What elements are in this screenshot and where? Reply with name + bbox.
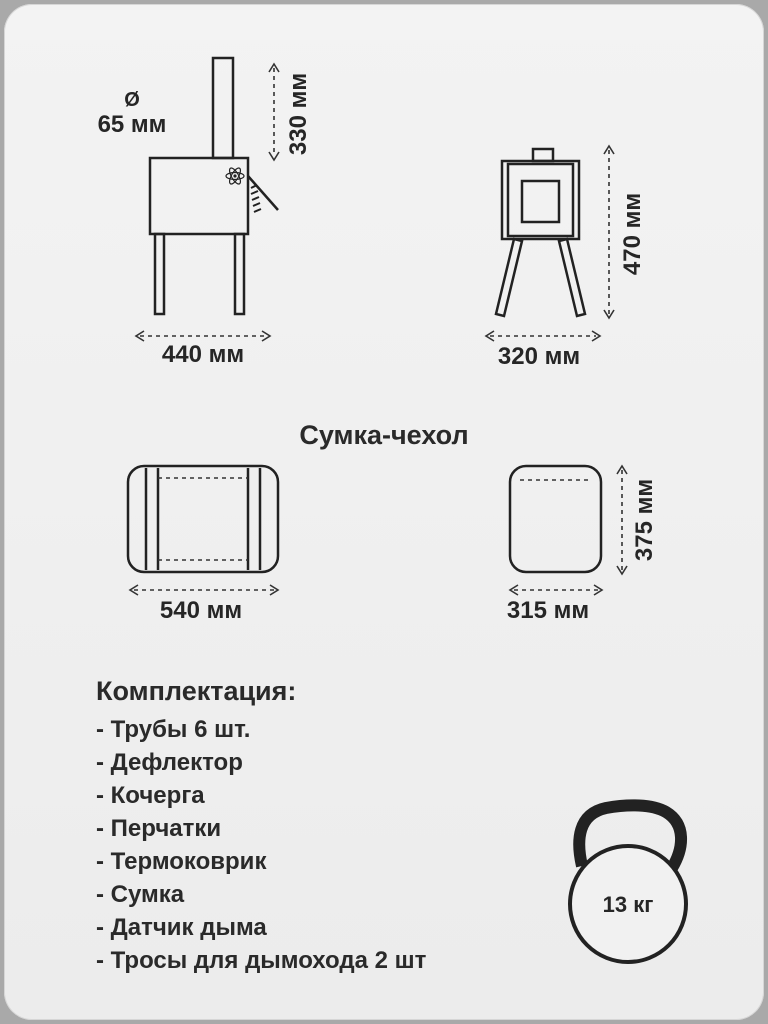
atom-logo-icon [226, 166, 244, 185]
front-width-dimension [486, 331, 600, 341]
side-width-dimension [136, 331, 270, 341]
bag-title: Сумка-чехол [299, 420, 469, 450]
kit-title: Комплектация: [96, 676, 297, 706]
bag-depth-label: 315 мм [506, 597, 590, 624]
kit-item: - Дефлектор [96, 749, 243, 776]
bag-height-label: 375 мм [631, 478, 658, 562]
kit-item: - Датчик дыма [96, 914, 267, 941]
front-width-label: 320 мм [497, 343, 581, 370]
kettlebell-icon [570, 805, 686, 962]
spring-handle-icon [248, 176, 278, 212]
spec-card [4, 4, 764, 1020]
kit-section [96, 676, 556, 977]
bag-width-dimension [130, 585, 278, 595]
kit-item: - Перчатки [96, 815, 222, 842]
pipe-diameter-symbol: Ø [124, 89, 140, 111]
bag-depth-dimension [510, 585, 602, 595]
front-height-dimension [604, 146, 614, 318]
bag-side-view [128, 466, 278, 624]
pipe-height-dimension [269, 64, 279, 160]
weight-label: 13 кг [602, 892, 654, 917]
kit-item: - Кочерга [96, 782, 205, 809]
kit-item: - Тросы для дымохода 2 шт [96, 947, 427, 974]
front-height-label: 470 мм [619, 192, 646, 276]
bag-height-dimension [617, 466, 627, 574]
kit-item: - Трубы 6 шт. [96, 716, 251, 743]
pipe-diameter-label: 65 мм [97, 111, 167, 138]
bag-front-view [507, 466, 658, 624]
side-width-label: 440 мм [161, 341, 245, 368]
kit-item: - Термоковрик [96, 848, 267, 875]
pipe-height-label: 330 мм [285, 72, 312, 156]
bag-width-label: 540 мм [159, 597, 243, 624]
kit-item: - Сумка [96, 881, 185, 908]
kit-list [96, 713, 556, 977]
stove-side-view [98, 58, 312, 368]
stove-front-view [486, 146, 646, 370]
